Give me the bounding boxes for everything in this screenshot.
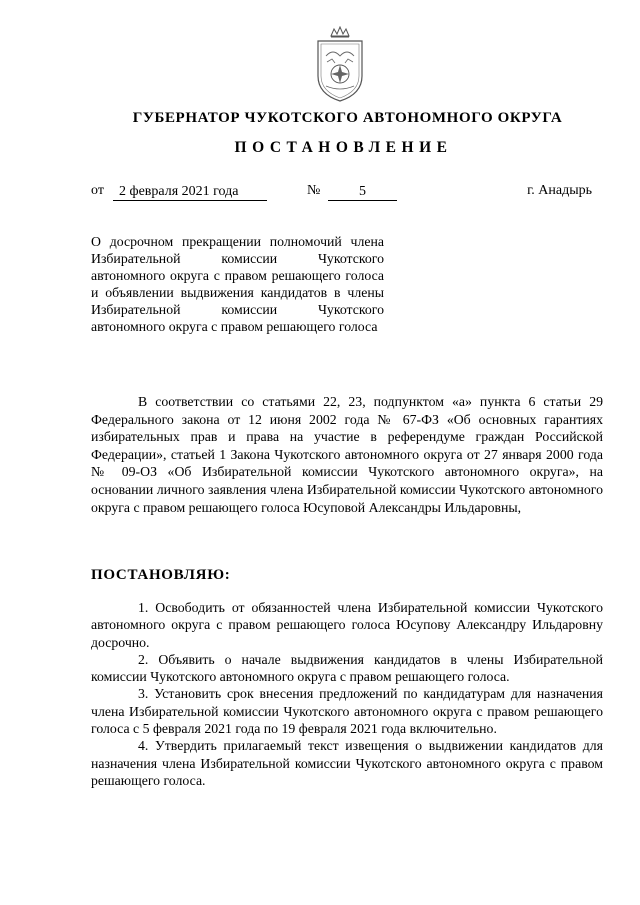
document-subject: О досрочном прекращении полномочий члена Избирательной комиссии Чукотского автономного округа с правом решающего голоса и объявлении выдвижения кандидатов в члены Избирательной комиссии Чукотского автономного округа с правом решающего голоса	[91, 234, 384, 334]
document-type: ПОСТАНОВЛЕНИЕ	[234, 139, 453, 156]
decree-point-2: 2. Объявить о начале выдвижения кандидатов в члены Избирательной комиссии Чукотского автономного округа с правом решающего голоса.	[91, 651, 603, 685]
decree-heading: ПОСТАНОВЛЯЮ:	[91, 567, 231, 583]
document-place: г. Анадырь	[527, 183, 592, 198]
coat-of-arms-icon	[311, 26, 369, 104]
date-label: от	[91, 183, 104, 198]
number-label: №	[307, 183, 321, 198]
preamble-paragraph: В соответствии со статьями 22, 23, подпунктом «а» пункта 6 статьи 29 Федерального закона от 12 июня 2002 года № 67-ФЗ «Об основных гарантиях избирательных прав и права на участие в референдуме граждан Российской Федерации», статьей 1 Закона Чукотского автономного округа от 27 января 2000 года № 09-ОЗ «Об Избирательной комиссии Чукотского автономного округа», на основании личного заявления члена Избирательной комиссии Чукотского автономного округа с правом решающего голоса Юсуповой Александры Ильдаровны,	[91, 394, 603, 515]
document-number: 5	[328, 183, 397, 201]
decree-points	[91, 599, 603, 789]
authority-title: ГУБЕРНАТОР ЧУКОТСКОГО АВТОНОМНОГО ОКРУГА	[132, 110, 563, 126]
decree-point-1: 1. Освободить от обязанностей члена Избирательной комиссии Чукотского автономного округа с правом решающего голоса Юсупову Александру Ильдаровну досрочно.	[91, 600, 603, 650]
decree-point-3: 3. Установить срок внесения предложений по кандидатурам для назначения члена Избирательной комиссии Чукотского автономного округа с правом решающего голоса с 5 февраля 2021 года по 19 февраля 2021 года включительно.	[91, 686, 603, 737]
decree-point-4: 4. Утвердить прилагаемый текст извещения о выдвижении кандидатов для назначения члена Избирательной комиссии Чукотского автономного округа с правом решающего голоса.	[91, 738, 603, 788]
document-date: 2 февраля 2021 года	[113, 183, 267, 201]
